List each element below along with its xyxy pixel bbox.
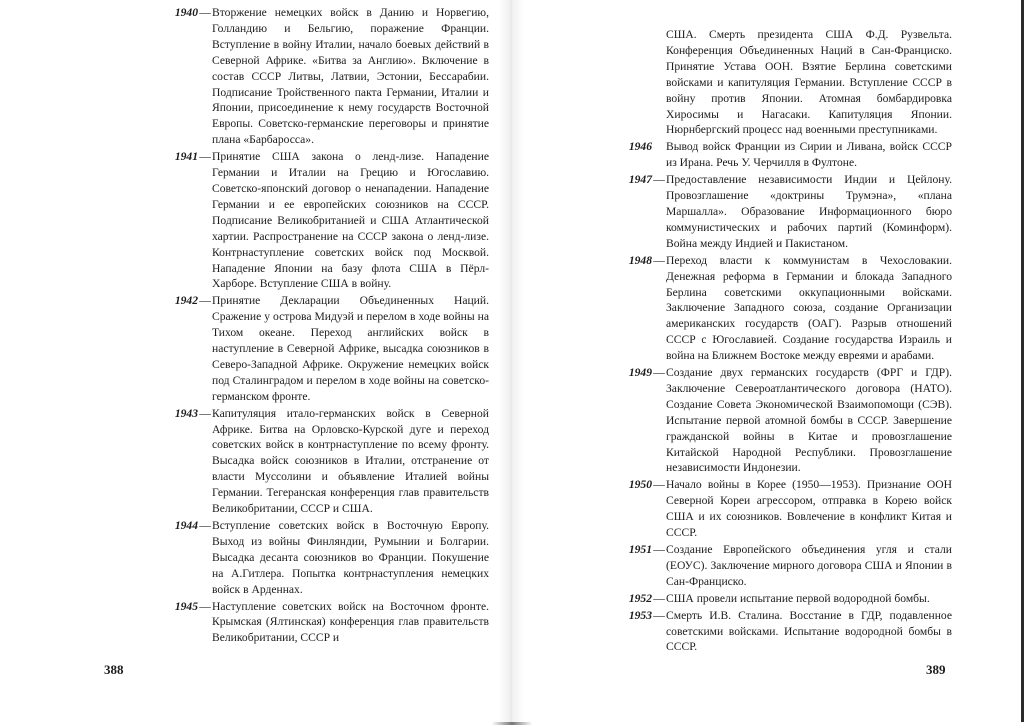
entry-text: Принятие Декларации Объединенных Наций. Сражение у острова Мидуэй и перелом в ходе войны на Тихом океане. Переход английских войск в наступление в Северной Африке, высадка союзников в Северо-Западной Африке. Окружение немецких войск под Сталинградом и перелом в ходе войны на советско-германском фронте.: [212, 294, 489, 403]
entry-year: 1946: [628, 140, 652, 154]
entry-text: Создание двух германских государств (ФРГ и ГДР). Заключение Североатлантического договора (НАТО). Создание Совета Экономической Взаимопомощи (СЭВ). Испытание первой атомной бомбы в СССР. Завершение гражданской войны в Китае и провозглашение Китайской Народной Республики. Провозглашение независимости Индонезии.: [666, 366, 952, 475]
entry-text: Предоставление независимости Индии и Цейлону. Провозглашение «доктрины Трумэна», «плана Маршалла». Образование Информационного бюро коммунистических и рабочих партий (Коминформ). Война между Индией и Пакистаном.: [666, 173, 952, 250]
entry-dash: [652, 139, 666, 171]
chronology-entry-1943: [154, 406, 489, 517]
chronology-entry-1940: [154, 5, 489, 148]
entry-text: США. Смерть президента США Ф.Д. Рузвельта. Конференция Объединенных Наций в Сан-Франциско. Принятие Устава ООН. Взятие Берлина советскими войсками и капитуляция Германии. Вступление СССР в войну против Японии. Атомная бомбардировка Хиросимы и Нагасаки. Капитуляция Японии. Нюрнбергский процесс над военными преступниками.: [666, 28, 952, 137]
chronology-entry-1947: [616, 172, 952, 252]
chronology-entry-1942: [154, 293, 489, 404]
chronology-entry-1945-continued: [616, 27, 952, 138]
entry-year: 1952: [628, 591, 652, 605]
chronology-entry-1950: [616, 477, 952, 541]
chronology-entry-1953: [616, 608, 952, 656]
entry-year: 1948: [628, 253, 652, 267]
entry-text: Начало войны в Корее (1950—1953). Признание ООН Северной Кореи агрессором, отправка в Корею войск США и их союзников. Вовлечение в конфликт Китая и СССР.: [666, 478, 952, 540]
entry-dash: —: [653, 543, 665, 556]
entry-text: Вторжение немецких войск в Данию и Норвегию, Голландию и Бельгию, поражение Франции. Вступление в войну Италии, начало боевых действий в Северной Африке. «Битва за Англию». Включение в состав СССР Литвы, Латвии, Эстонии, Бессарабии. Подписание Тройственного пакта Германии, Италии и Японии, присоединение к нему государств Восточной Европы. Советско-германские переговоры и принятие плана «Барбаросса».: [212, 6, 489, 147]
entry-text: США провели испытание первой водородной бомбы.: [666, 591, 930, 605]
entry-text: Наступление советских войск на Восточном фронте. Крымская (Ялтинская) конференция глав правительств Великобритании, СССР и: [212, 599, 489, 645]
entry-text: Создание Европейского объединения угля и стали (ЕОУС). Заключение мирного договора США и Японии в Сан-Франциско.: [666, 543, 952, 588]
entry-dash: —: [653, 608, 665, 622]
entry-year: 1949: [628, 366, 652, 380]
entry-year: 1943: [174, 406, 198, 420]
entry-text: Смерть И.В. Сталина. Восстание в ГДР, подавленное советскими войсками. Испытание водородной бомбы в СССР.: [666, 608, 952, 654]
chronology-entry-1951: [616, 542, 952, 590]
entry-dash: —: [653, 366, 665, 380]
entry-dash: —: [199, 406, 211, 420]
chronology-entry-1945: [154, 599, 489, 647]
entry-dash: —: [199, 519, 211, 532]
chronology-entry-1952: [616, 591, 952, 607]
entry-year: 1940: [174, 6, 198, 19]
right-page: [512, 0, 1024, 725]
entry-year: 1942: [174, 294, 198, 308]
entry-year: 1950: [628, 478, 652, 492]
chronology-column-left: [154, 5, 489, 647]
entry-year: 1951: [628, 543, 652, 556]
entry-year: 1947: [628, 173, 652, 187]
entry-text: Вывод войск Франции из Сирии и Ливана, войск СССР из Ирана. Речь У. Черчилля в Фултоне.: [666, 140, 952, 170]
entry-text: Переход власти к коммунистам в Чехословакии. Денежная реформа в Германии и блокада Западного Берлина советскими оккупационными войсками. Заключение Западного союза, создание Организации американских государств (ОАГ). Разрыв отношений СССР с Югославией. Создание государства Израиль и война на Ближнем Востоке между евреями и арабами.: [666, 253, 952, 363]
chronology-column-right: [616, 27, 952, 656]
entry-text: Принятие США закона о ленд-лизе. Нападение Германии и Италии на Грецию и Югославию. Советско-японский договор о ненападении. Нападение Германии и ее европейских союзников на СССР. Подписание Великобританией и США Атлантической хартии. Распространение на СССР закона о ленд-лизе. Контрнаступление советских войск под Москвой. Нападение Японии на базу флота США в Пёрл-Харборе. Вступление США в войну.: [212, 150, 489, 291]
page-number-left: 388: [104, 662, 124, 677]
entry-dash: —: [653, 478, 665, 492]
chronology-entry-1949: [616, 365, 952, 476]
entry-year: 1941: [174, 150, 198, 164]
entry-dash: —: [653, 173, 665, 187]
entry-dash: —: [653, 253, 665, 267]
chronology-entry-1948: [616, 253, 952, 364]
entry-year: 1944: [174, 519, 198, 532]
entry-dash: —: [199, 6, 211, 19]
chronology-entry-1944: [154, 518, 489, 598]
entry-year: 1953: [628, 608, 652, 622]
entry-text: Капитуляция итало-германских войск в Северной Африке. Битва на Орловско-Курской дуге и переход советских войск в контрнаступление по всему фронту. Высадка войск союзников в Италии, отстранение от власти Муссолини и объявление Италией войны Германии. Тегеранская конференция глав правительств Великобритании, СССР и США.: [212, 406, 489, 516]
page-number-right: 389: [926, 662, 946, 677]
entry-dash: —: [199, 294, 211, 308]
entry-dash: —: [199, 150, 211, 164]
entry-dash: —: [199, 599, 211, 613]
chronology-entry-1941: [154, 149, 489, 292]
chronology-entry-1946: [616, 139, 952, 171]
entry-text: Вступление советских войск в Восточную Европу. Выход из войны Финляндии, Румынии и Болгарии. Высадка десанта союзников во Франции. Покушение на А.Гитлера. Попытка контрнаступления немецких войск в Арденнах.: [212, 519, 489, 596]
entry-dash: —: [653, 591, 665, 605]
entry-year: 1945: [174, 599, 198, 613]
